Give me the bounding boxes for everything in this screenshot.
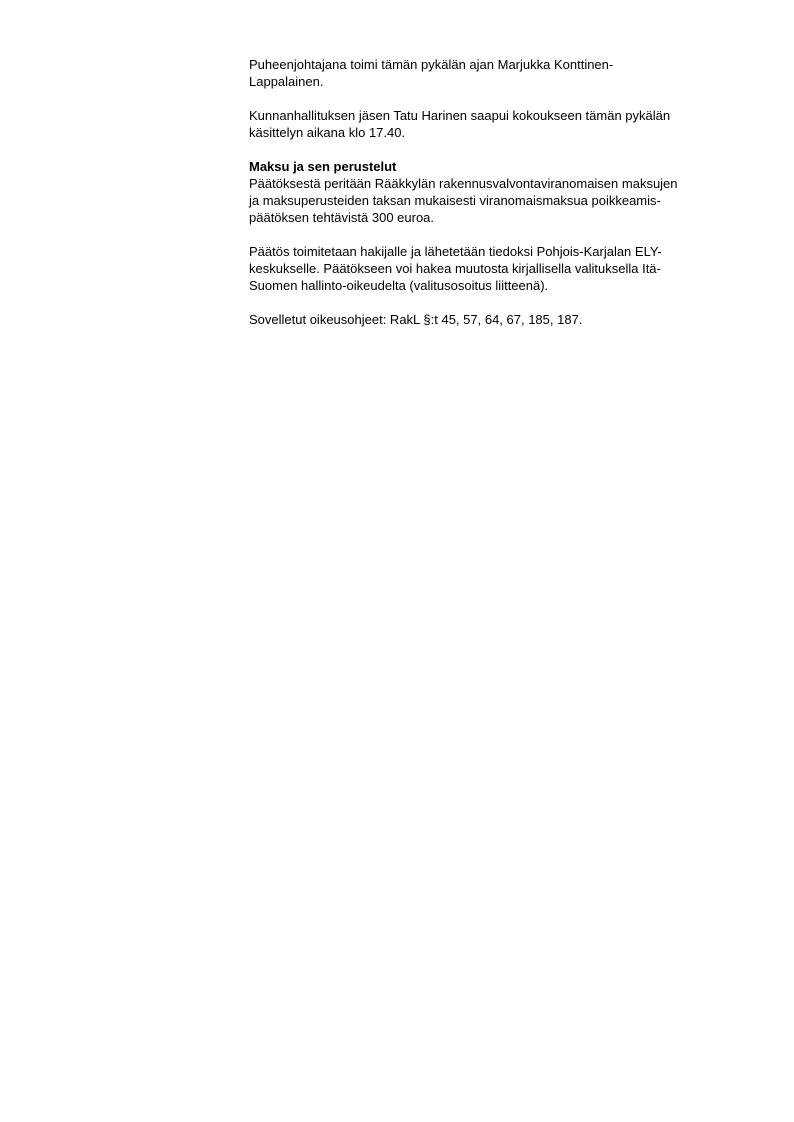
paragraph-legal-basis	[249, 311, 739, 328]
text-line: Sovelletut oikeusohjeet: RakL §:t 45, 57, 64, 67, 185, 187.	[249, 312, 583, 327]
text-line: ja maksuperusteiden taksan mukaisesti viranomaismaksua poikkeamis-	[249, 193, 661, 208]
section-heading: Maksu ja sen perustelut	[249, 159, 397, 174]
paragraph-delivery-appeal	[249, 243, 739, 294]
text-line: käsittelyn aikana klo 17.40.	[249, 125, 406, 140]
document-body	[249, 56, 739, 345]
text-line: Päätöksestä peritään Rääkkylän rakennusvalvontaviranomaisen maksujen	[249, 176, 678, 191]
text-line: Suomen hallinto-oikeudelta (valitusosoitus liitteenä).	[249, 278, 549, 293]
text-line: keskukselle. Päätökseen voi hakea muutosta kirjallisella valituksella Itä-	[249, 261, 661, 276]
paragraph-chairperson	[249, 56, 739, 90]
text-line: päätöksen tehtävistä 300 euroa.	[249, 210, 435, 225]
text-line: Kunnanhallituksen jäsen Tatu Harinen saapui kokoukseen tämän pykälän	[249, 108, 671, 123]
text-line: Lappalainen.	[249, 74, 324, 89]
text-line: Puheenjohtajana toimi tämän pykälän ajan Marjukka Konttinen-	[249, 57, 614, 72]
paragraph-fee	[249, 158, 739, 226]
text-line: Päätös toimitetaan hakijalle ja lähetetään tiedoksi Pohjois-Karjalan ELY-	[249, 244, 662, 259]
paragraph-member-arrival	[249, 107, 739, 141]
